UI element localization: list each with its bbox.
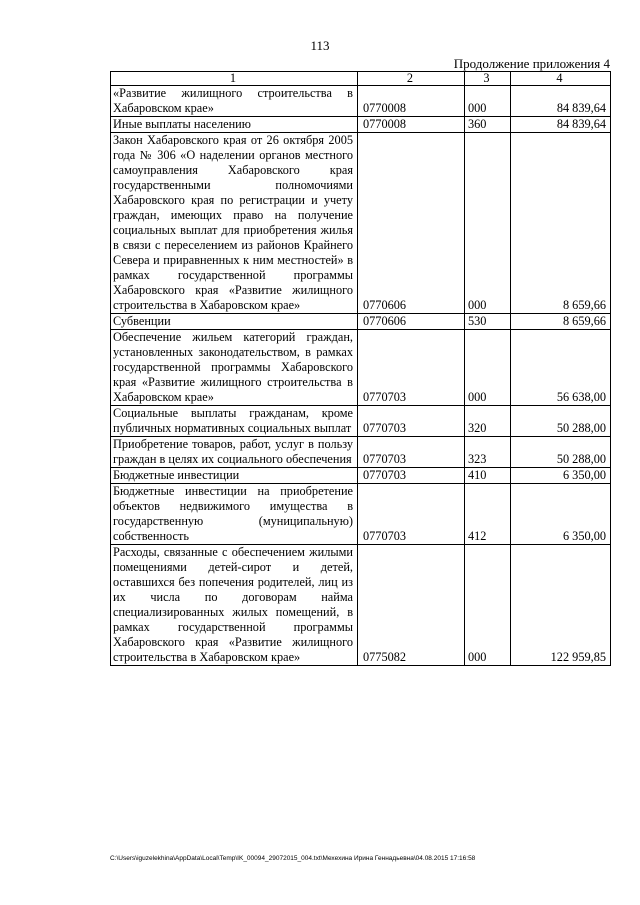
row-kvr: 000 [465,330,511,406]
row-name: Обеспечение жильем категорий граждан, установленных законодательством, в рамках государственной программы Хабаровского края «Развитие жилищного строительства в Хабаровском крае» [111,330,358,406]
table-row [111,117,611,133]
footer-file-path: C:\Users\iguzelekhina\AppData\Local\Temp\IK_00094_29072015_004.txt\Мехехина Ирина Геннадьевна\04.08.2015 17:16:58 [110,855,476,862]
table-row [111,468,611,484]
row-kvr: 000 [465,545,511,666]
row-name: Приобретение товаров, работ, услуг в пользу граждан в целях их социального обеспечения [111,437,358,468]
header-col-1: 1 [111,72,358,86]
row-name: Субвенции [111,314,358,330]
row-name: Расходы, связанные с обеспечением жилыми помещениями детей-сирот и детей, оставшихся без попечения родителей, лиц из их числа по договорам найма специализированных жилых помещений, в рамках государственной программы Хабаровского края «Развитие жилищного строительства в Хабаровском крае» [111,545,358,666]
row-code: 0775082 [358,545,465,666]
row-code: 0770703 [358,484,465,545]
row-sum: 84 839,64 [511,117,611,133]
table-row [111,133,611,314]
row-sum: 50 288,00 [511,437,611,468]
row-sum: 50 288,00 [511,406,611,437]
row-code: 0770703 [358,437,465,468]
row-kvr: 320 [465,406,511,437]
row-sum: 6 350,00 [511,484,611,545]
row-code: 0770008 [358,117,465,133]
row-sum: 8 659,66 [511,133,611,314]
header-col-3: 3 [465,72,511,86]
row-kvr: 412 [465,484,511,545]
header-col-2: 2 [358,72,465,86]
table-row [111,545,611,666]
row-sum: 122 959,85 [511,545,611,666]
page-number: 113 [310,38,330,53]
row-code: 0770008 [358,86,465,117]
table-row [111,86,611,117]
row-name: Бюджетные инвестиции на приобретение объектов недвижимого имущества в государственную (муниципальную) собственность [111,484,358,545]
table-row [111,437,611,468]
row-code: 0770703 [358,468,465,484]
row-sum: 8 659,66 [511,314,611,330]
table-row [111,484,611,545]
continuation-label: Продолжение приложения 4 [453,56,610,71]
row-kvr: 530 [465,314,511,330]
row-code: 0770703 [358,330,465,406]
row-code: 0770703 [358,406,465,437]
row-sum: 56 638,00 [511,330,611,406]
header-col-4: 4 [511,72,611,86]
row-kvr: 410 [465,468,511,484]
row-name: Иные выплаты населению [111,117,358,133]
row-code: 0770606 [358,314,465,330]
row-sum: 6 350,00 [511,468,611,484]
table-row [111,406,611,437]
table-row [111,330,611,406]
row-name: «Развитие жилищного строительства в Хабаровском крае» [111,86,358,117]
row-name: Социальные выплаты гражданам, кроме публичных нормативных социальных выплат [111,406,358,437]
row-code: 0770606 [358,133,465,314]
row-kvr: 323 [465,437,511,468]
row-name: Бюджетные инвестиции [111,468,358,484]
row-sum: 84 839,64 [511,86,611,117]
table-header-row [111,72,611,86]
row-kvr: 360 [465,117,511,133]
row-kvr: 000 [465,133,511,314]
table-row [111,314,611,330]
appendix-table [110,71,611,666]
row-kvr: 000 [465,86,511,117]
row-name: Закон Хабаровского края от 26 октября 2005 года № 306 «О наделении органов местного самоуправления Хабаровского края государственными полномочиями Хабаровского края по регистрации и учету граждан, имеющих право на получение социальных выплат для приобретения жилья в связи с переселением из районов Крайнего Севера и приравненных к ним местностей» в рамках государственной программы Хабаровского края «Развитие жилищного строительства в Хабаровском крае» [111,133,358,314]
